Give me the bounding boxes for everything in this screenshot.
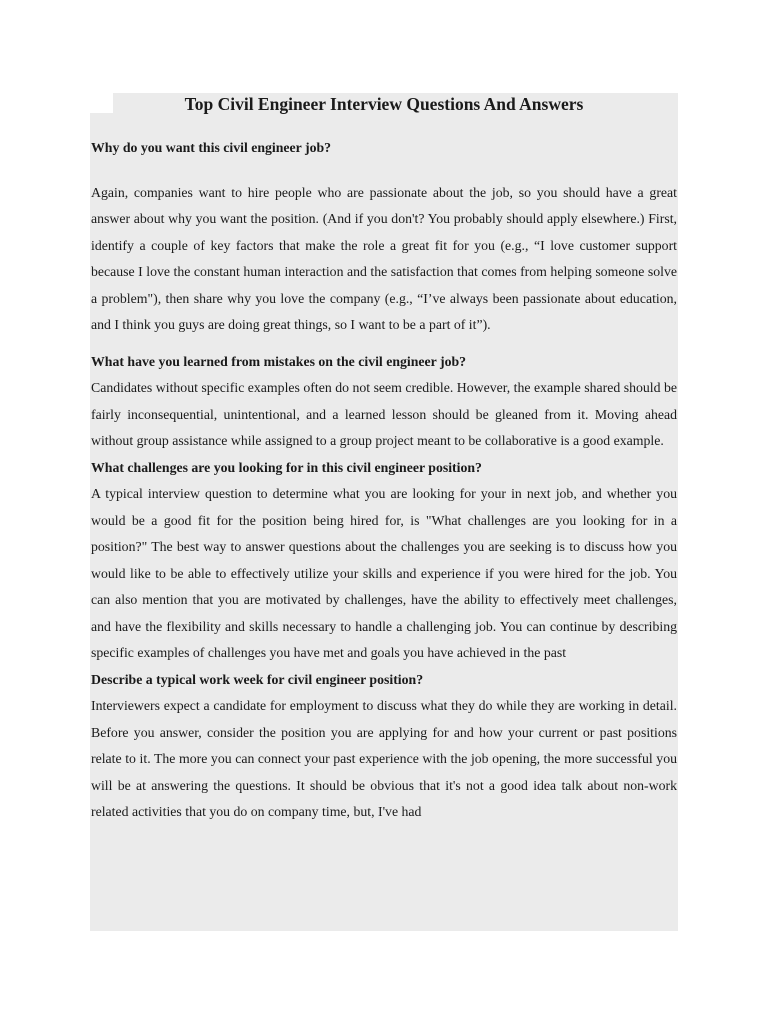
question-2: What have you learned from mistakes on the civil engineer job? [91,353,467,369]
answer-4: Interviewers expect a candidate for employment to discuss what they do while they are working in detail. Before you answer, consider the position you are applying for and how your current or past positions relate to it. The more you can connect your past experience with the job opening, the more successful you will be at answering the questions. It should be obvious that it's not a good idea talk about non-work related activities that you do on company time, but, I've had [91,698,677,819]
question-1: Why do you want this civil engineer job? [91,140,332,155]
answer-1: Again, companies want to hire people who are passionate about the job, so you should have a great answer about why you want the position. (And if you don't? You probably should apply elsewhere.) First, identify a couple of key factors that make the role a great fit for you (e.g., “I love customer support because I love the constant human interaction and the satisfaction that comes from helping someone solve a problem"), then share why you love the company (e.g., “I’ve always been passionate about education, and I think you guys are doing great things, so I want to be a part of it”). [91,184,677,332]
answer-3: A typical interview question to determine what you are looking for your in next job, and whether you would be a good fit for the position being hired for, is "What challenges are you looking for in a position?" The best way to answer questions about the challenges you are seeking is to discuss how you would like to be able to effectively utilize your skills and experience if you were hired for the job. You can also mention that you are motivated by challenges, have the ability to effectively meet challenges, and have the flexibility and skills necessary to handle a challenging job. You can continue by describing specific examples of challenges you have met and goals you have achieved in the past [91,486,677,660]
document-title: Top Civil Engineer Interview Questions And Answers [184,94,584,114]
answer-2: Candidates without specific examples often do not seem credible. However, the example shared should be fairly inconsequential, unintentional, and a learned lesson should be gleaned from it. Moving ahead without group assistance while assigned to a group project meant to be collaborative is a good example. [91,380,677,448]
question-3: What challenges are you looking for in this civil engineer position? [91,459,482,475]
document-content [91,92,677,826]
question-4: Describe a typical work week for civil engineer position? [91,671,424,687]
